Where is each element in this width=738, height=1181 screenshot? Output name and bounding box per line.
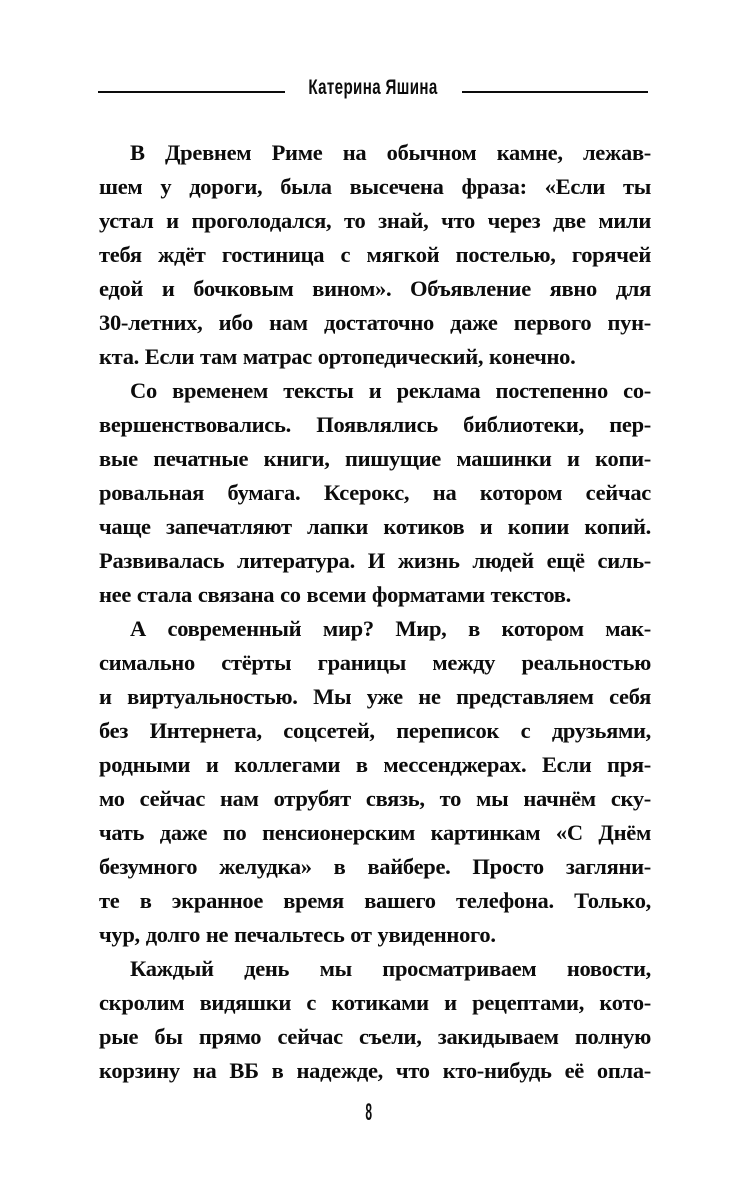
text-line: едой и бочковым вином». Объявление явно для xyxy=(99,276,651,301)
page-footer xyxy=(0,1099,738,1127)
text-line: А современный мир? Мир, в котором мак- xyxy=(130,616,651,641)
text-line: Каждый день мы просматриваем новости, xyxy=(130,956,651,981)
text-line: кта. Если там матрас ортопедический, конечно. xyxy=(99,344,576,369)
text-line: ровальная бумага. Ксерокс, на котором сейчас xyxy=(99,480,651,505)
header-rule-left xyxy=(98,91,285,93)
text-line: Со временем тексты и реклама постепенно со- xyxy=(130,378,651,403)
text-line: Развивалась литература. И жизнь людей ещё силь- xyxy=(99,548,651,573)
paragraph xyxy=(99,952,651,1088)
text-line: шем у дороги, была высечена фраза: «Если ты xyxy=(99,174,651,199)
page-number: 8 xyxy=(365,1099,373,1126)
text-line: чур, долго не печальтесь от увиденного. xyxy=(99,922,496,947)
paragraph xyxy=(99,612,651,952)
text-line: вые печатные книги, пишущие машинки и копи- xyxy=(99,446,651,471)
text-line: и виртуальностью. Мы уже не представляем себя xyxy=(99,684,651,709)
body-text xyxy=(99,136,651,1088)
text-line: чаще запечатляют лапки котиков и копии копий. xyxy=(99,514,651,539)
paragraph xyxy=(99,374,651,612)
author-name: Катерина Яшина xyxy=(308,76,438,99)
text-line: безумного желудка» в вайбере. Просто загляни- xyxy=(99,854,651,879)
running-header xyxy=(98,74,648,102)
text-line: рые бы прямо сейчас съели, закидываем полную xyxy=(99,1024,651,1049)
text-line: устал и проголодался, то знай, что через две мили xyxy=(99,208,651,233)
header-rule-right xyxy=(462,91,648,93)
text-line: без Интернета, соцсетей, переписок с друзьями, xyxy=(99,718,651,743)
text-line: симально стёрты границы между реальностью xyxy=(99,650,651,675)
text-line: скролим видяшки с котиками и рецептами, кото- xyxy=(99,990,651,1015)
text-line: родными и коллегами в мессенджерах. Если пря- xyxy=(99,752,651,777)
text-line: 30-летних, ибо нам достаточно даже первого пун- xyxy=(99,310,651,335)
text-line: нее стала связана со всеми форматами текстов. xyxy=(99,582,571,607)
text-line: тебя ждёт гостиница с мягкой постелью, горячей xyxy=(99,242,651,267)
text-line: вершенствовались. Появлялись библиотеки, пер- xyxy=(99,412,651,437)
paragraph xyxy=(99,136,651,374)
text-line: корзину на ВБ в надежде, что кто-нибудь её опла- xyxy=(99,1058,651,1083)
text-line: мо сейчас нам отрубят связь, то мы начнём ску- xyxy=(99,786,651,811)
text-line: те в экранное время вашего телефона. Только, xyxy=(99,888,651,913)
text-line: чать даже по пенсионерским картинкам «С Днём xyxy=(99,820,651,845)
text-line: В Древнем Риме на обычном камне, лежав- xyxy=(130,140,651,165)
